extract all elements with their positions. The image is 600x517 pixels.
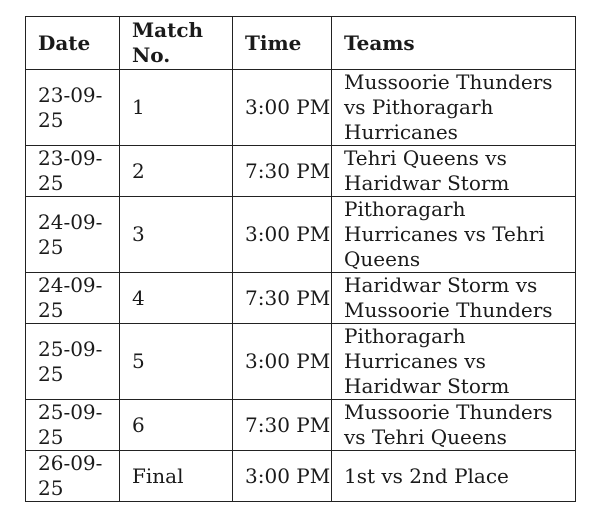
header-date: Date: [26, 17, 120, 70]
table-row: [26, 273, 576, 324]
table-row: [26, 197, 576, 273]
header-match-no: Match No.: [120, 17, 233, 70]
cell-teams: Pithoragarh Hurricanes vs Haridwar Storm: [332, 324, 576, 400]
header-time: Time: [233, 17, 332, 70]
cell-date: 25-09-25: [26, 324, 120, 400]
cell-match-no: 1: [120, 70, 233, 146]
table-row: [26, 451, 576, 502]
cell-date: 24-09-25: [26, 273, 120, 324]
cell-date: 26-09-25: [26, 451, 120, 502]
cell-match-no: 2: [120, 146, 233, 197]
cell-match-no: 4: [120, 273, 233, 324]
cell-time: 7:30 PM: [233, 146, 332, 197]
cell-date: 23-09-25: [26, 70, 120, 146]
cell-time: 3:00 PM: [233, 324, 332, 400]
cell-time: 3:00 PM: [233, 451, 332, 502]
cell-match-no: Final: [120, 451, 233, 502]
cell-time: 7:30 PM: [233, 273, 332, 324]
table-row: [26, 146, 576, 197]
table-row: [26, 70, 576, 146]
header-teams: Teams: [332, 17, 576, 70]
cell-teams: Haridwar Storm vs Mussoorie Thunders: [332, 273, 576, 324]
cell-date: 25-09-25: [26, 400, 120, 451]
cell-date: 24-09-25: [26, 197, 120, 273]
cell-match-no: 3: [120, 197, 233, 273]
table-row: [26, 400, 576, 451]
match-schedule-table: [25, 16, 576, 502]
cell-time: 3:00 PM: [233, 70, 332, 146]
cell-teams: Pithoragarh Hurricanes vs Tehri Queens: [332, 197, 576, 273]
cell-teams: Tehri Queens vs Haridwar Storm: [332, 146, 576, 197]
table-row: [26, 324, 576, 400]
cell-teams: Mussoorie Thunders vs Pithoragarh Hurricanes: [332, 70, 576, 146]
table-header-row: [26, 17, 576, 70]
cell-match-no: 5: [120, 324, 233, 400]
cell-date: 23-09-25: [26, 146, 120, 197]
cell-teams: 1st vs 2nd Place: [332, 451, 576, 502]
cell-time: 7:30 PM: [233, 400, 332, 451]
cell-teams: Mussoorie Thunders vs Tehri Queens: [332, 400, 576, 451]
cell-match-no: 6: [120, 400, 233, 451]
cell-time: 3:00 PM: [233, 197, 332, 273]
